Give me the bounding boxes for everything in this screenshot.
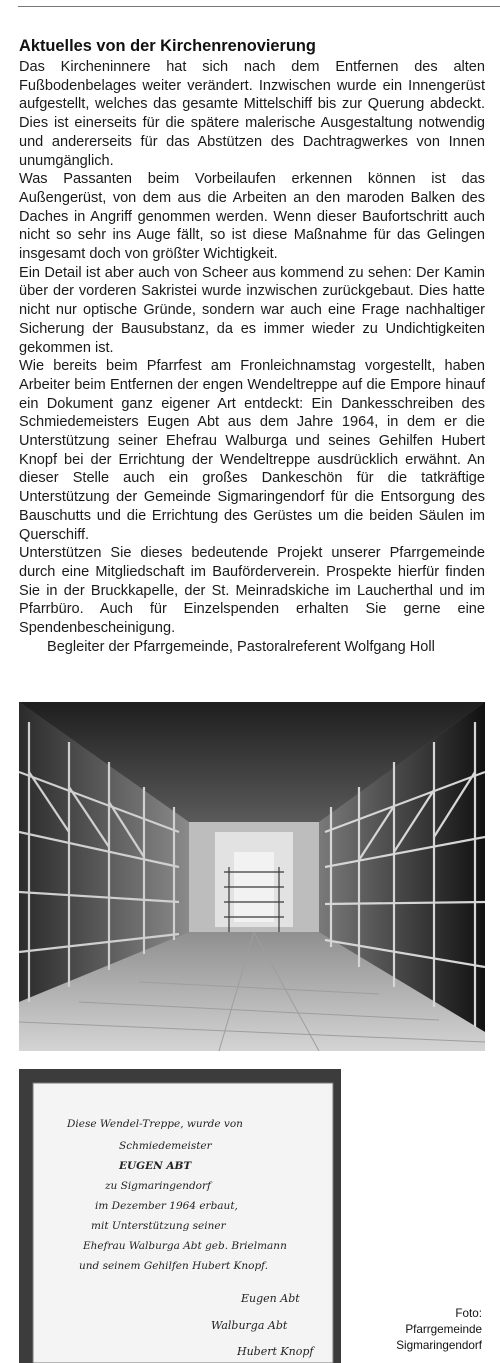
- signature-eugen-abt: Eugen Abt: [241, 1292, 300, 1305]
- credit-label: Foto:: [455, 1307, 482, 1320]
- paragraph-interior: Das Kircheninnere hat sich nach dem Entfernen des alten Fußbodenbelages weiter verändert. Inzwischen wurde ein Innengerüst aufgestellt, welches das gesamte Mittelschiff bis zur Querung abdeckt. Dies ist einerseits für die spätere malerische Ausgestaltung notwendig und andererseits für das Abstützen des Dachtragwerkes von Innen unumgänglich.: [19, 59, 485, 169]
- handwriting-line: und seinem Gehilfen Hubert Knopf.: [79, 1260, 269, 1272]
- article-title: Aktuelles von der Kirchenrenovierung: [19, 37, 316, 55]
- signature-hubert-knopf: Hubert Knopf: [237, 1345, 314, 1358]
- handwritten-document-photo: [19, 1069, 341, 1363]
- article: [19, 36, 485, 657]
- photo-credit: [352, 1306, 482, 1354]
- signature-line: Begleiter der Pfarrgemeinde, Pastoralreferent Wolfgang Holl: [47, 638, 435, 655]
- handwriting-line: EUGEN ABT: [119, 1160, 192, 1172]
- handwriting-line: Diese Wendel-Treppe, wurde von: [67, 1118, 243, 1130]
- paragraph-document-found: Wie bereits beim Pfarrfest am Fronleichnamstag vorgestellt, haben Arbeiter beim Entfernen der engen Wendeltreppe auf die Empore hinauf ein Dokument ganz eigener Art entdeckt: Ein Dankesschreiben des Schmiedemeisters Eugen Abt aus dem Jahre 1964, in dem er die Unterstützung seiner Ehefrau Walburga und seines Gehilfen Hubert Knopf bei der Errichtung der Wendeltreppe ausdrücklich erwähnt. An dieser Stelle auch ein großes Dankeschön für die tatkräftige Unterstützung der Gemeinde Sigmaringendorf für die Entsorgung des Bauschutts und die Errichtung des Gerüstes um die beiden Säulen im Querschiff.: [19, 358, 485, 543]
- handwriting-line: Ehefrau Walburga Abt geb. Brielmann: [83, 1240, 287, 1252]
- handwriting-line: mit Unterstützung seiner: [91, 1220, 226, 1232]
- paragraph-chimney: Ein Detail ist aber auch von Scheer aus kommend zu sehen: Der Kamin über der vorderen Sakristei wurde inzwischen zurückgebaut. Dies hatte nicht nur optische Gründe, sondern war auch eine Frage nachhaltiger Sicherung der Bausubstanz, da es immer wieder zu Undichtigkeiten gekommen ist.: [19, 264, 485, 356]
- credit-location: Sigmaringendorf: [396, 1339, 482, 1352]
- signature-walburga-abt: Walburga Abt: [211, 1319, 288, 1332]
- handwriting-line: Schmiedemeister: [119, 1140, 212, 1152]
- church-interior-photo: [19, 702, 485, 1051]
- handwriting-line: zu Sigmaringendorf: [105, 1180, 211, 1192]
- credit-source: Pfarrgemeinde: [405, 1323, 482, 1336]
- paragraph-support-appeal: Unterstützen Sie dieses bedeutende Projekt unserer Pfarrgemeinde durch eine Mitgliedschaft im Bauförderverein. Prospekte hierfür finden Sie in der Bruckkapelle, der St. Meinradskiche im Laucherthal und im Pfarrbüro. Auch für Einzelspenden erhalten Sie gerne eine Spendenbescheinigung.: [19, 545, 485, 637]
- paragraph-exterior-scaffold: Was Passanten beim Vorbeilaufen erkennen können ist das Außengerüst, von dem aus die Arbeiten an den maroden Balken des Daches in Angriff genommen werden. Wenn dieser Baufortschritt auch nicht so sehr ins Auge fällt, so ist diese Maßnahme für das Gelingen insgesamt doch von größter Wichtigkeit.: [19, 171, 485, 263]
- handwriting-line: im Dezember 1964 erbaut,: [95, 1200, 238, 1212]
- top-rule: [18, 6, 500, 7]
